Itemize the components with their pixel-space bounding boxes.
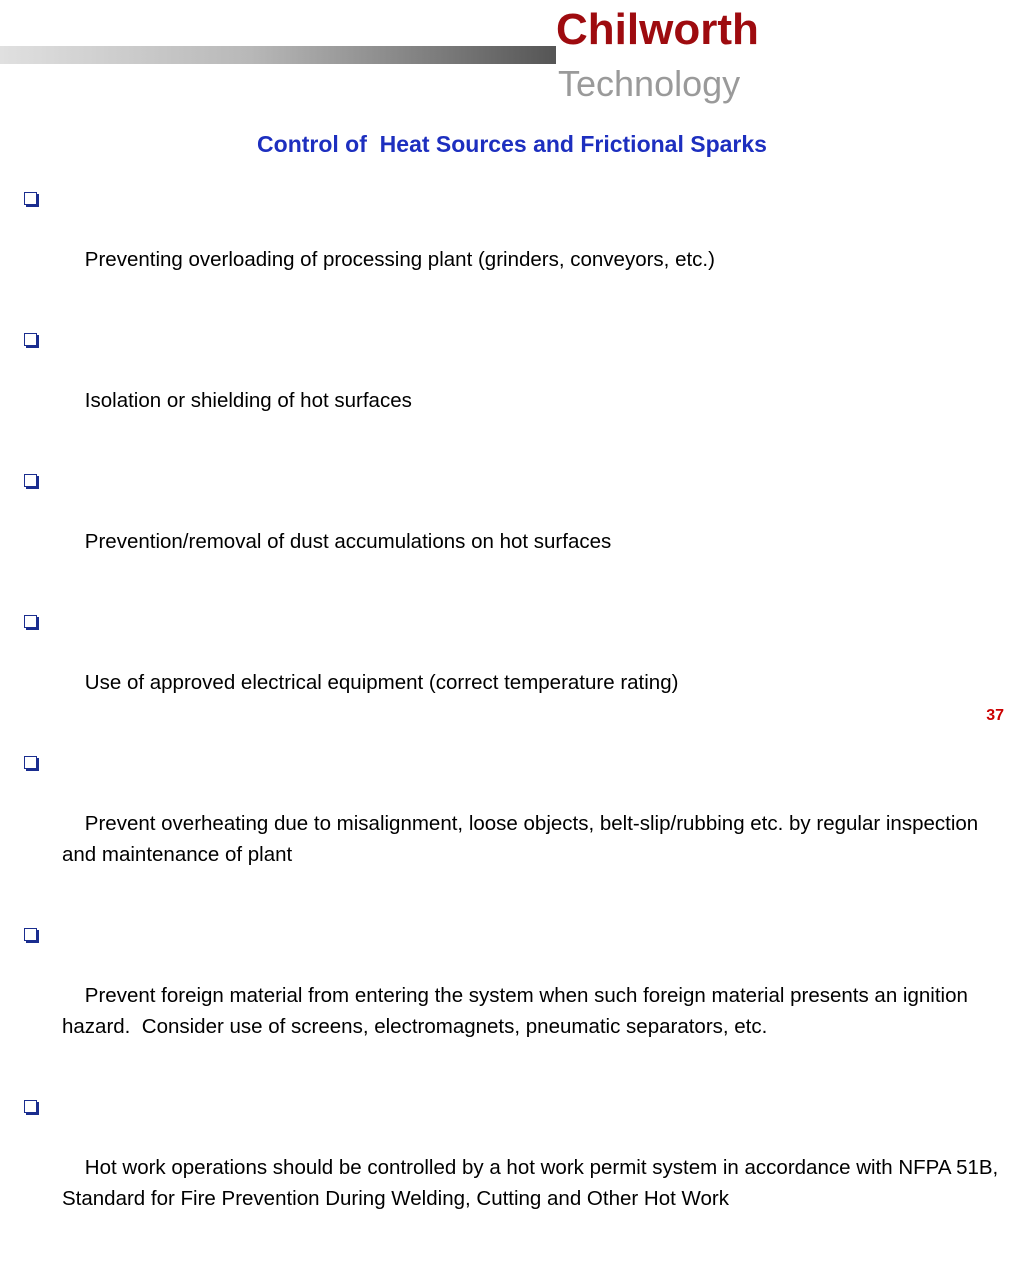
square-bullet-icon bbox=[24, 1100, 37, 1113]
bullet-text: Prevention/removal of dust accumulations on hot surfaces bbox=[84, 530, 612, 553]
list-item bbox=[24, 918, 1004, 1073]
square-bullet-icon bbox=[24, 615, 37, 628]
bullet-text: Hot work operations should be controlled by a hot work permit system in accordance with NFPA 51B, Standard for Fire Prevention During Welding, Cutting and Other Hot Work bbox=[62, 1156, 1004, 1210]
bullet-text: Use of approved electrical equipment (correct temperature rating) bbox=[84, 671, 679, 694]
slide-title: Control of Heat Sources and Frictional Sparks bbox=[257, 131, 767, 157]
square-bullet-icon bbox=[24, 756, 37, 769]
bullet-text: Prevent foreign material from entering the system when such foreign material presents an ignition hazard. Consider use of screens, electromagnets, pneumatic separators, etc. bbox=[62, 984, 974, 1038]
bullet-text: Prevent overheating due to misalignment, loose objects, belt-slip/rubbing etc. by regular inspection and maintenance of plant bbox=[62, 812, 984, 866]
square-bullet-icon bbox=[24, 474, 37, 487]
bullet-text: Isolation or shielding of hot surfaces bbox=[84, 389, 412, 412]
logo-tagline: Technology bbox=[558, 63, 741, 104]
square-bullet-icon bbox=[24, 192, 37, 205]
list-item bbox=[24, 182, 1004, 306]
logo-brand-name: Chilworth bbox=[556, 5, 759, 54]
list-item bbox=[24, 746, 1004, 901]
square-bullet-icon bbox=[24, 333, 37, 346]
bullet-list bbox=[24, 182, 1004, 1262]
list-item bbox=[24, 323, 1004, 447]
page-number: 37 bbox=[986, 707, 1004, 724]
list-item bbox=[24, 1090, 1004, 1245]
list-item bbox=[24, 464, 1004, 588]
bullet-text: Preventing overloading of processing plant (grinders, conveyors, etc.) bbox=[84, 248, 715, 271]
header-gradient-bar bbox=[0, 46, 556, 64]
list-item bbox=[24, 605, 1004, 729]
square-bullet-icon bbox=[24, 928, 37, 941]
